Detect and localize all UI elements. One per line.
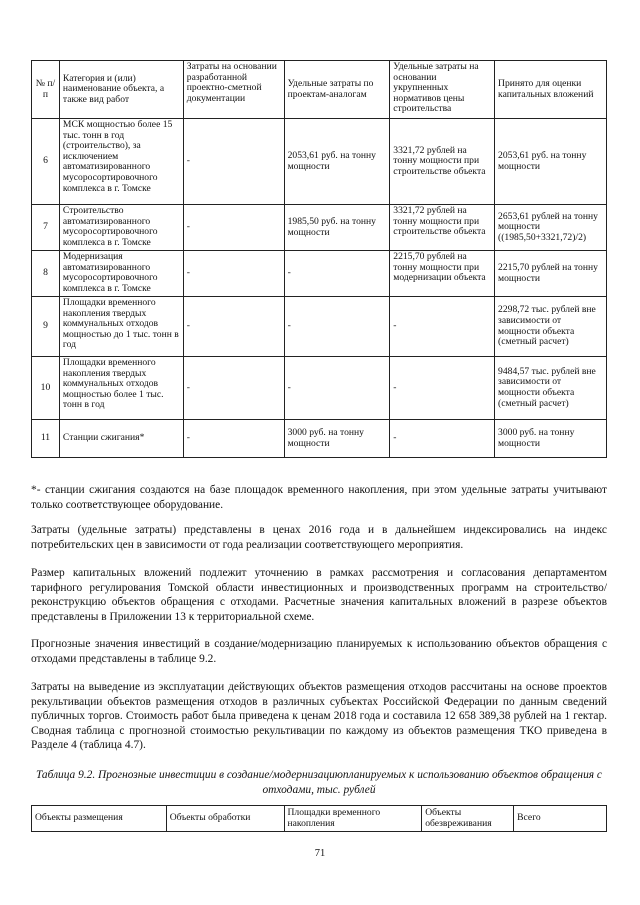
row-analog-costs: 1985,50 руб. на тонну мощности <box>284 205 390 251</box>
table-header-row <box>32 806 607 832</box>
row-psd-costs: - <box>183 205 284 251</box>
header-psd-costs: Затраты на основании разработанной проектно-сметной документации <box>183 61 284 119</box>
row-accepted: 2298,72 тыс. рублей вне зависимости от мощности объекта (сметный расчет) <box>495 297 607 357</box>
row-norm-costs: - <box>390 420 495 458</box>
capital-costs-table <box>31 60 607 458</box>
row-analog-costs: - <box>284 357 390 420</box>
row-accepted: 2653,61 рублей на тонну мощности ((1985,50+3321,72)/2) <box>495 205 607 251</box>
paragraph-decommissioning-costs: Затраты на выведение из эксплуатации действующих объектов размещения отходов рассчитаны на основе проектов рекультивации объектов размещения отходов в различных субъектах Российской Федерации по данным сведений публичных торгов. Стоимость работ была приведена к ценам 2018 года и составила 12 658 389,38 рублей на 1 гектар. Сводная таблица с прогнозной стоимостью рекультивации по каждому из объектов размещения ТКО приведена в Разделе 4 (таблица 4.7). <box>31 681 607 752</box>
table-row <box>32 357 607 420</box>
row-number: 11 <box>32 420 60 458</box>
row-number: 6 <box>32 119 60 205</box>
paragraph-price-basis: Затраты (удельные затраты) представлены в ценах 2016 года и в дальнейшем индексировались на индекс потребительских цен в зависимости от года реализации соответствующего мероприятия. <box>31 524 607 551</box>
row-object-name: Площадки временного накопления твердых коммунальных отходов мощностью более 1 тыс. тонн в год <box>59 357 183 420</box>
row-psd-costs: - <box>183 251 284 297</box>
header-disposal-objects: Объекты размещения <box>32 806 167 832</box>
row-norm-costs: 2215,70 рублей на тонну мощности при модернизации объекта <box>390 251 495 297</box>
table-row <box>32 297 607 357</box>
row-analog-costs: - <box>284 251 390 297</box>
header-analog-costs: Удельные затраты по проектам-аналогам <box>284 61 390 119</box>
header-category: Категория и (или) наименование объекта, а также вид работ <box>59 61 183 119</box>
header-total: Всего <box>514 806 607 832</box>
page-number: 71 <box>314 848 326 859</box>
row-number: 10 <box>32 357 60 420</box>
row-object-name: Площадки временного накопления твердых коммунальных отходов мощностью до 1 тыс. тонн в год <box>59 297 183 357</box>
row-accepted: 3000 руб. на тонну мощности <box>495 420 607 458</box>
table-row <box>32 251 607 297</box>
row-psd-costs: - <box>183 119 284 205</box>
row-accepted: 2053,61 руб. на тонну мощности <box>495 119 607 205</box>
table-header-row <box>32 61 607 119</box>
row-norm-costs: - <box>390 357 495 420</box>
header-accepted: Принято для оценки капитальных вложений <box>495 61 607 119</box>
row-object-name: МСК мощностью более 15 тыс. тонн в год (строительство), за исключением автоматизированного мусоросортировочного комплекса в г. Томске <box>59 119 183 205</box>
row-accepted: 2215,70 рублей на тонну мощности <box>495 251 607 297</box>
row-norm-costs: 3321,72 рублей на тонну мощности при строительстве объекта <box>390 119 495 205</box>
table-caption: Таблица 9.2. Прогнозные инвестиции в создание/модернизациюпланируемых к использованию объектов обращения с отходами, тыс. рублей <box>36 769 602 796</box>
row-psd-costs: - <box>183 357 284 420</box>
header-norm-costs: Удельные затраты на основании укрупненных нормативов цены строительства <box>390 61 495 119</box>
row-psd-costs: - <box>183 420 284 458</box>
paragraph-forecast-investments: Прогнозные значения инвестиций в создание/модернизацию планируемых к использованию объектов обращения с отходами представлены в таблице 9.2. <box>31 638 607 665</box>
row-norm-costs: - <box>390 297 495 357</box>
row-analog-costs: 2053,61 руб. на тонну мощности <box>284 119 390 205</box>
row-number: 7 <box>32 205 60 251</box>
row-number: 9 <box>32 297 60 357</box>
table-footnote: *- станции сжигания создаются на базе площадок временного накопления, при этом удельные затраты учитывают только соответствующее оборудование. <box>31 484 607 511</box>
table-row <box>32 205 607 251</box>
header-processing-objects: Объекты обработки <box>166 806 284 832</box>
row-number: 8 <box>32 251 60 297</box>
row-psd-costs: - <box>183 297 284 357</box>
row-accepted: 9484,57 тыс. рублей вне зависимости от мощности объекта (сметный расчет) <box>495 357 607 420</box>
row-analog-costs: 3000 руб. на тонну мощности <box>284 420 390 458</box>
table-row <box>32 420 607 458</box>
row-norm-costs: 3321,72 рублей на тонну мощности при строительстве объекта <box>390 205 495 251</box>
row-object-name: Строительство автоматизированного мусоросортировочного комплекса в г. Томске <box>59 205 183 251</box>
row-object-name: Станции сжигания* <box>59 420 183 458</box>
forecast-investments-table <box>31 805 607 832</box>
row-object-name: Модернизация автоматизированного мусоросортировочного комплекса в г. Томске <box>59 251 183 297</box>
row-analog-costs: - <box>284 297 390 357</box>
header-number: № п/п <box>32 61 60 119</box>
paragraph-capital-investments: Размер капитальных вложений подлежит уточнению в рамках рассмотрения и согласования департаментом тарифного регулирования Томской области инвестиционных и производственных программ на строительство/реконструкцию объектов обращения с отходами. Расчетные значения капитальных вложений в разрезе объектов представлены в Приложении 13 к территориальной схеме. <box>31 567 607 623</box>
table-row <box>32 119 607 205</box>
header-neutralization-objects: Объекты обезвреживания <box>422 806 514 832</box>
header-temporary-storage: Площадки временного накопления <box>284 806 422 832</box>
